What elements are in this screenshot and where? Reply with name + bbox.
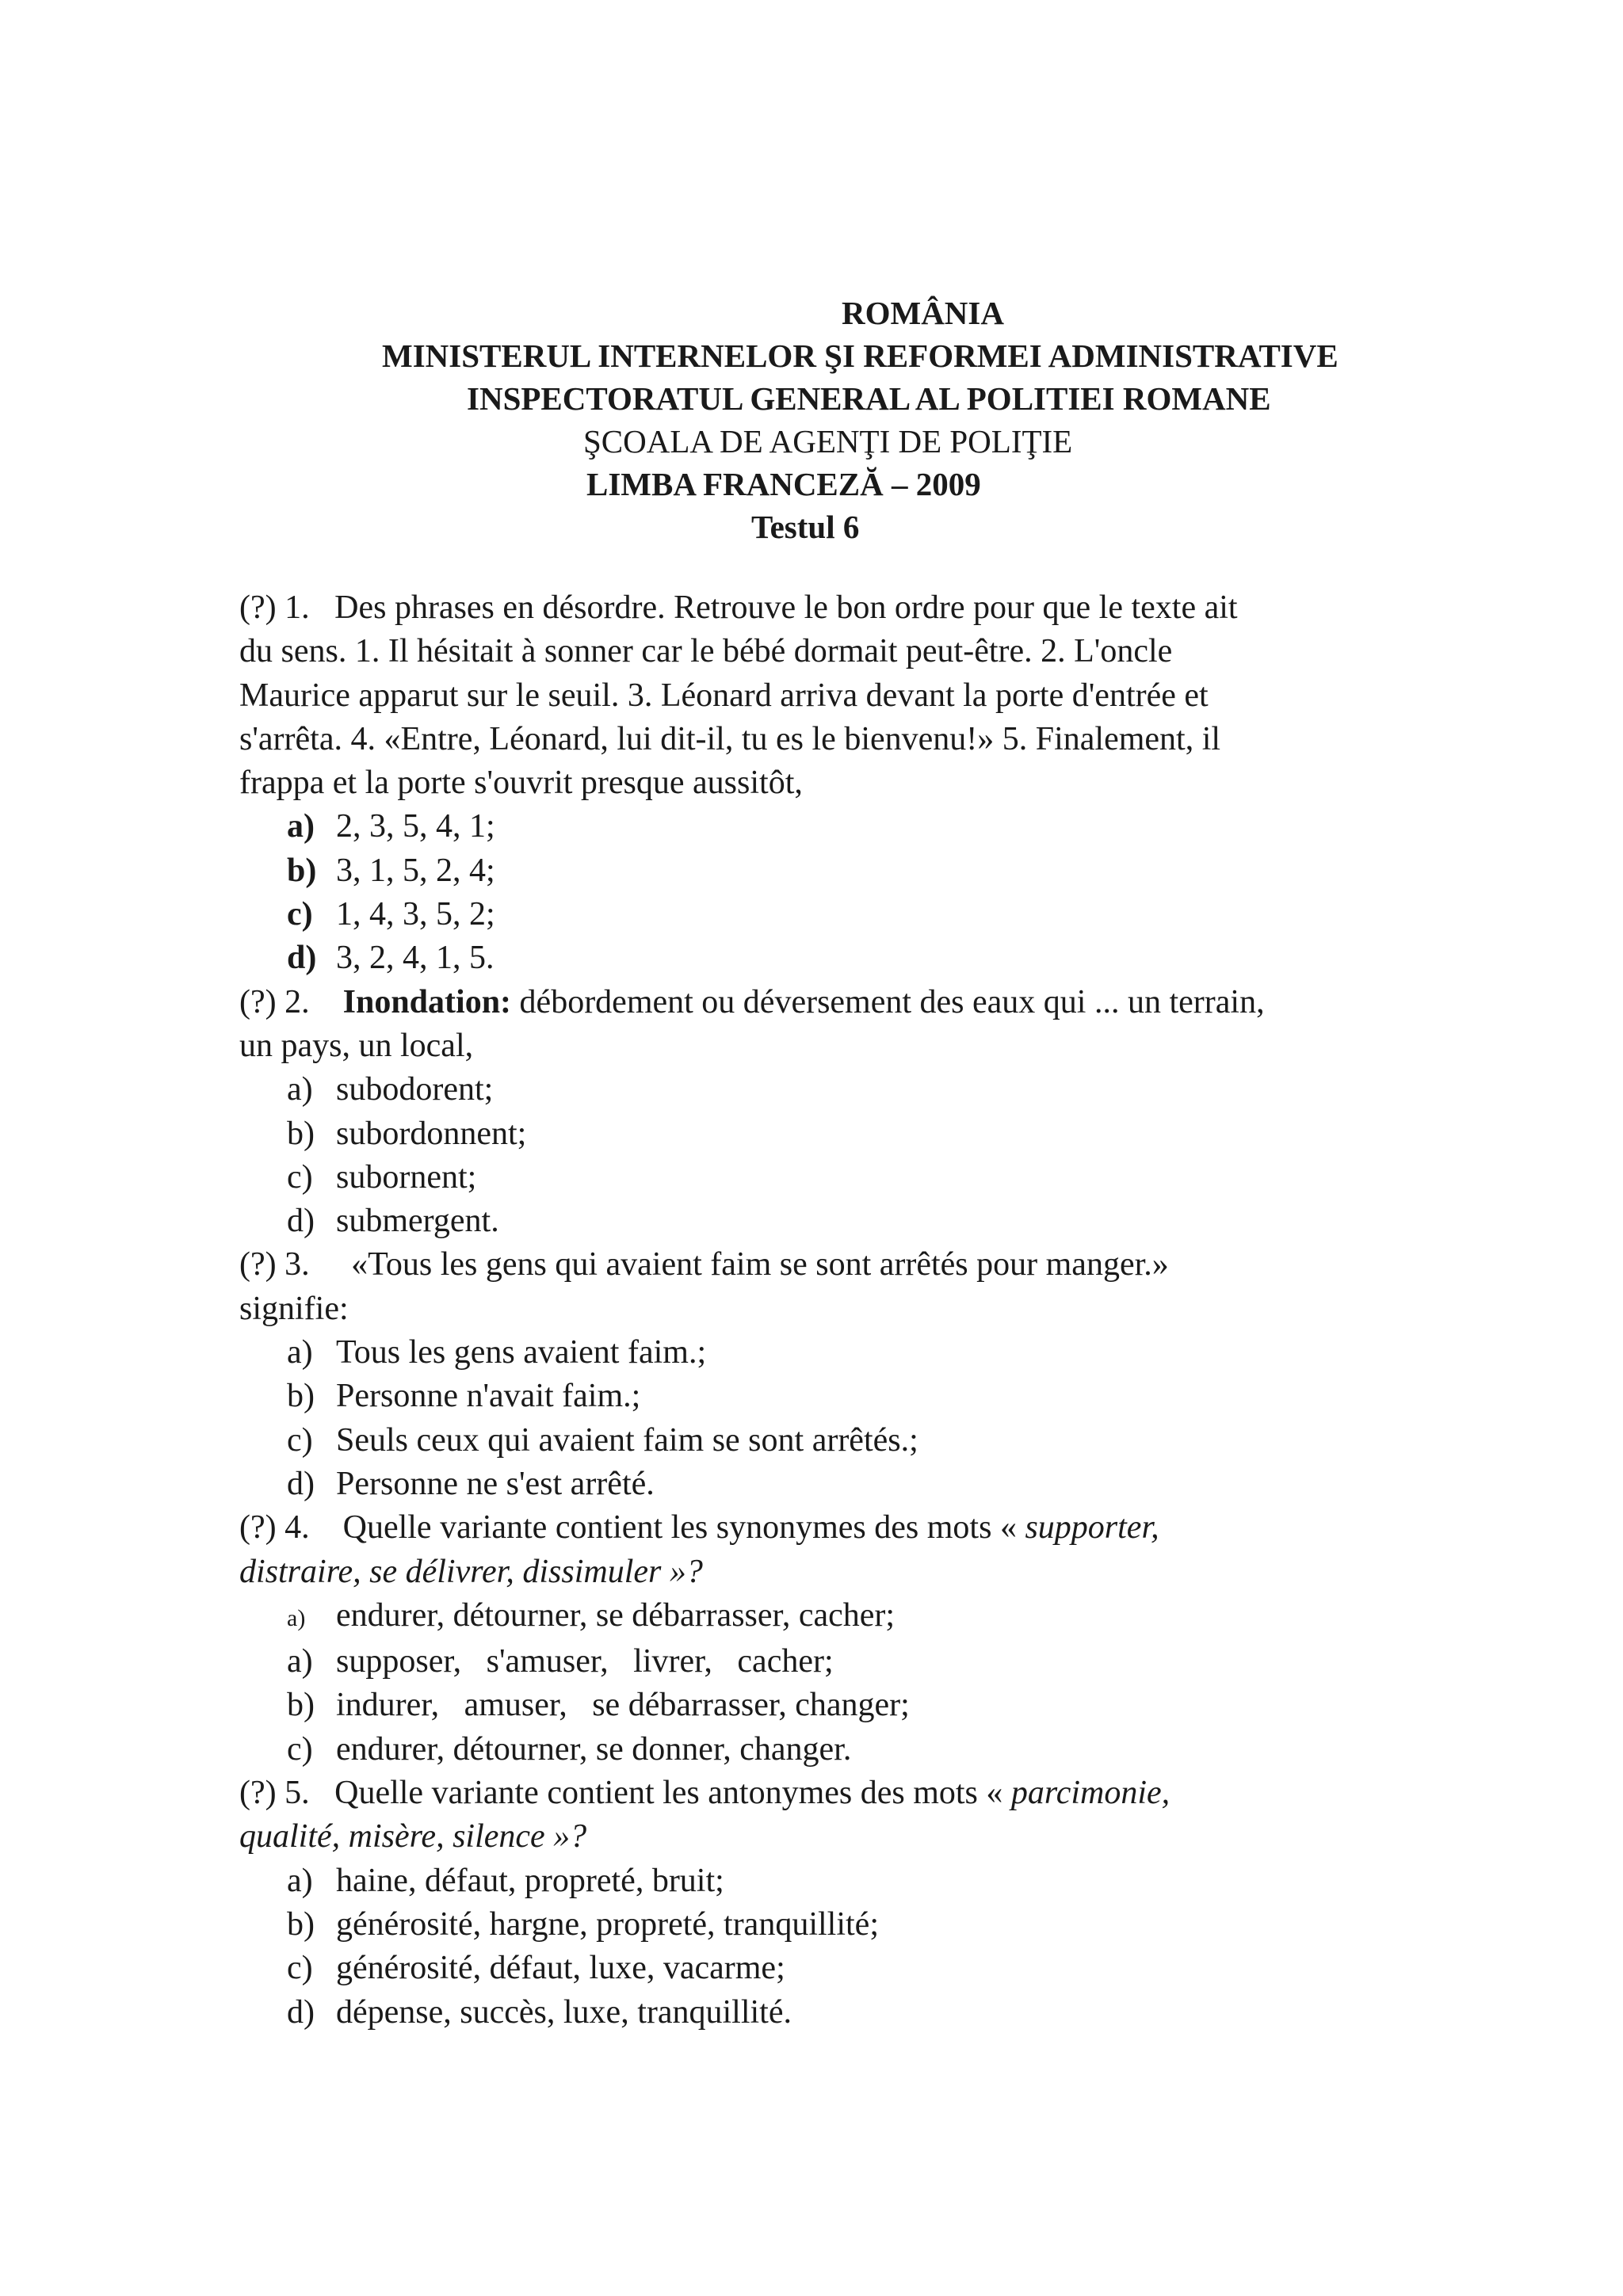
option-text: haine, défaut, propreté, bruit; [336,1862,724,1899]
question-1-line-3: Maurice apparut sur le seuil. 3. Léonard arriva devant la porte d'entrée et [239,677,1209,714]
option-text: dépense, succès, luxe, tranquillité. [336,1993,792,2031]
option-text: 2, 3, 5, 4, 1; [336,808,495,845]
option [239,849,1476,893]
option-label: a) [287,808,315,845]
option-text: 3, 1, 5, 2, 4; [336,852,495,889]
option-label: c) [287,1158,313,1196]
option-label: d) [287,940,317,977]
question-2 [239,981,1476,1244]
option [239,1156,1476,1199]
header-ministry: MINISTERUL INTERNELOR ŞI REFORMEI ADMINISTRATIVE [382,338,1338,374]
option [239,1684,1476,1727]
option-text: endurer, détourner, se débarrasser, cacher; [336,1596,896,1634]
option [239,1859,1476,1903]
question-1-line-5: frappa et la porte s'ouvrit presque aussitôt, [239,765,803,802]
question-2-number: (?) 2. [239,983,310,1020]
option [239,1947,1476,1990]
question-1 [239,586,1476,981]
option-text: subordonnent; [336,1115,527,1152]
question-4-number: (?) 4. [239,1509,310,1547]
option-text: supposer, s'amuser, livrer, cacher; [336,1643,834,1680]
option-text: endurer, détourner, se donner, changer. [336,1730,852,1768]
question-3-line-2: signifie: [239,1290,349,1327]
option [239,1199,1476,1243]
header-test: Testul 6 [751,509,860,545]
option [239,1991,1476,2035]
option-label: d) [287,1465,315,1502]
option [239,1903,1476,1947]
option-label: c) [287,1730,313,1768]
question-2-line-2: un pays, un local, [239,1027,474,1064]
option-text: submergent. [336,1203,499,1240]
option-label: c) [287,1421,313,1459]
option [239,1375,1476,1418]
option [239,893,1476,936]
option-label: a) [287,1643,313,1680]
header-country: ROMÂNIA [842,295,1004,331]
option-text: Personne n'avait faim.; [336,1378,641,1415]
option-label: b) [287,1378,315,1415]
question-4-line-2: distraire, se délivrer, dissimuler »? [239,1553,703,1590]
option-label: b) [287,852,317,889]
question-3 [239,1243,1476,1506]
question-4-line-1: (?) 4. Quelle variante contient les synonymes des mots « supporter, [239,1509,1159,1547]
question-2-term: Inondation: [342,983,512,1020]
question-2-line-1: (?) 2. Inondation: débordement ou déversement des eaux qui ... un terrain, [239,983,1265,1020]
option [239,1463,1476,1506]
question-1-line-1: (?) 1. Des phrases en désordre. Retrouve le bon ordre pour que le texte ait [239,589,1238,626]
question-1-line-2: du sens. 1. Il hésitait à sonner car le bébé dormait peut-être. 2. L'oncle [239,633,1173,670]
option-label: c) [287,1950,313,1987]
option-text: 3, 2, 4, 1, 5. [336,940,495,977]
question-1-line-4: s'arrêta. 4. «Entre, Léonard, lui dit-il, tu es le bienvenu!» 5. Finalement, il [239,720,1221,757]
option-label: b) [287,1905,315,1943]
option-text: 1, 4, 3, 5, 2; [336,896,495,933]
header-school: ŞCOALA DE AGENŢI DE POLIŢIE [583,423,1073,460]
option-label: d) [287,1203,315,1240]
option-label: a) [287,1071,313,1108]
option-label: a) [287,1862,313,1899]
option-label: d) [287,1993,315,2031]
option-label: c) [287,896,313,933]
option [239,1728,1476,1772]
question-3-number: (?) 3. [239,1246,310,1283]
option [239,805,1476,849]
option [239,1331,1476,1375]
header-inspectorate: INSPECTORATUL GENERAL AL POLITIEI ROMANE [467,380,1271,417]
option-text: générosité, hargne, propreté, tranquillité; [336,1905,879,1943]
option-text: subornent; [336,1158,477,1196]
option [239,1594,1476,1640]
option [239,1419,1476,1463]
question-5-number: (?) 5. [239,1775,310,1812]
option-text: indurer, amuser, se débarrasser, changer; [336,1687,910,1724]
questions-section [239,586,1476,2035]
option-text: générosité, défaut, luxe, vacarme; [336,1950,785,1987]
option-text: Tous les gens avaient faim.; [336,1334,707,1371]
question-1-number: (?) 1. [239,589,310,626]
question-5-line-2: qualité, misère, silence »? [239,1818,587,1855]
option [239,1640,1476,1684]
question-4 [239,1506,1476,1772]
option [239,1112,1476,1156]
option [239,1068,1476,1112]
option [239,936,1476,980]
option-text: subodorent; [336,1071,494,1108]
option-text: Seuls ceux qui avaient faim se sont arrêtés.; [336,1421,918,1459]
option-label: a) [287,1334,313,1371]
option-label: b) [287,1115,315,1152]
option-text: Personne ne s'est arrêté. [336,1465,655,1502]
option-label: a) [287,1604,306,1631]
question-5 [239,1772,1476,2035]
question-5-line-1: (?) 5. Quelle variante contient les antonymes des mots « parcimonie, [239,1775,1170,1812]
question-3-line-1: (?) 3. «Tous les gens qui avaient faim se sont arrêtés pour manger.» [239,1246,1169,1283]
option-label: b) [287,1687,315,1724]
header-subject: LIMBA FRANCEZĂ – 2009 [586,466,981,502]
